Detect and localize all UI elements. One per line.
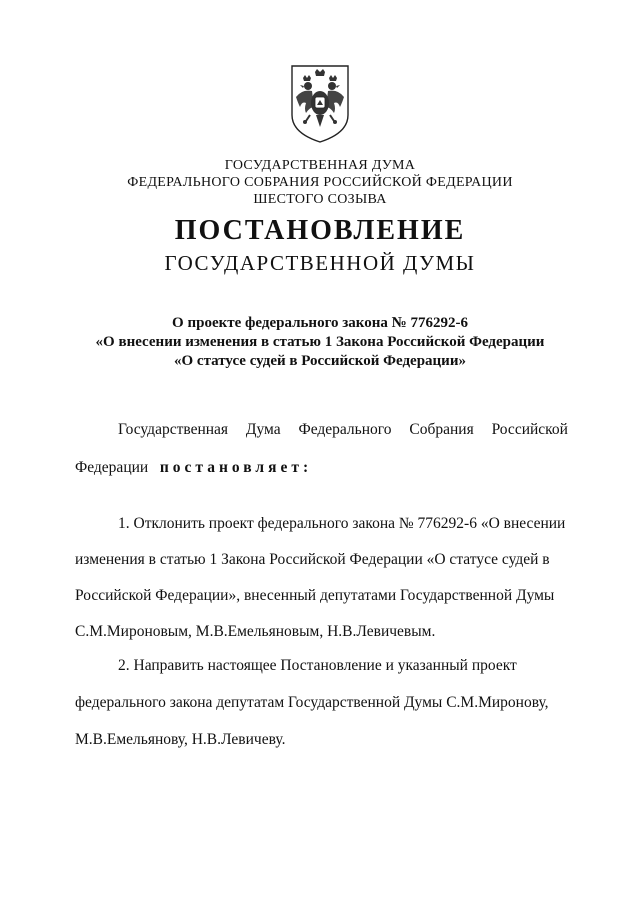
preamble-word: Российской bbox=[491, 421, 568, 438]
convocation-line: ШЕСТОГО СОЗЫВА bbox=[253, 192, 387, 207]
preamble-word: Государственная bbox=[118, 421, 229, 438]
preamble-prefix: Федерации bbox=[75, 459, 149, 476]
clause-2-line-2: федерального закона депутатам Государственной Думы С.М.Миронову, bbox=[75, 694, 549, 711]
subject-line-2: «О внесении изменения в статью 1 Закона Российской Федерации bbox=[95, 334, 545, 350]
preamble-line-1 bbox=[118, 420, 568, 440]
double-headed-eagle-coat-of-arms-icon bbox=[288, 63, 352, 145]
document-type-title: ПОСТАНОВЛЕНИЕ bbox=[174, 215, 466, 246]
authority-name-line-1: ГОСУДАРСТВЕННАЯ ДУМА bbox=[224, 158, 416, 173]
decree-word: постановляет: bbox=[159, 459, 313, 476]
document-subtitle: ГОСУДАРСТВЕННОЙ ДУМЫ bbox=[164, 251, 476, 275]
preamble-word: Дума bbox=[245, 421, 281, 438]
subject-line-1: О проекте федерального закона № 776292-6 bbox=[172, 315, 468, 331]
clause-2-line-1: 2. Направить настоящее Постановление и указанный проект bbox=[118, 657, 517, 674]
preamble-line-2 bbox=[75, 458, 312, 478]
clause-1-line-3: Российской Федерации», внесенный депутатами Государственной Думы bbox=[75, 587, 555, 604]
subject-line-3: «О статусе судей в Российской Федерации» bbox=[174, 353, 466, 369]
preamble-word: Собрания bbox=[409, 421, 474, 438]
clause-1-line-1: 1. Отклонить проект федерального закона № 776292-6 «О внесении bbox=[118, 515, 566, 532]
clause-2-line-3: М.В.Емельянову, Н.В.Левичеву. bbox=[75, 731, 286, 748]
preamble-word: Федерального bbox=[298, 421, 392, 438]
clause-1-line-4: С.М.Мироновым, М.В.Емельяновым, Н.В.Левичевым. bbox=[75, 623, 436, 640]
authority-name-line-2: ФЕДЕРАЛЬНОГО СОБРАНИЯ РОССИЙСКОЙ ФЕДЕРАЦИИ bbox=[127, 175, 513, 190]
clause-1-line-2: изменения в статью 1 Закона Российской Федерации «О статусе судей в bbox=[75, 551, 550, 568]
